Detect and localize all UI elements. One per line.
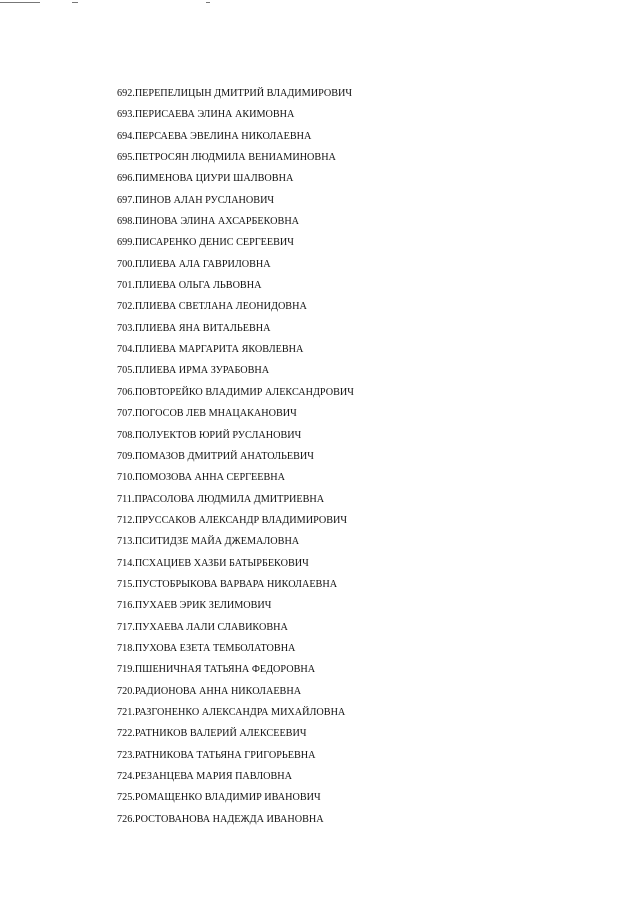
list-item: 726.РОСТОВАНОВА НАДЕЖДА ИВАНОВНА bbox=[117, 813, 324, 825]
list-item: 704.ПЛИЕВА МАРГАРИТА ЯКОВЛЕВНА bbox=[117, 344, 304, 356]
list-item: 696.ПИМЕНОВА ЦИУРИ ШАЛВОВНА bbox=[117, 173, 294, 185]
list-item: 723.РАТНИКОВА ТАТЬЯНА ГРИГОРЬЕВНА bbox=[117, 749, 316, 761]
list-item: 702.ПЛИЕВА СВЕТЛАНА ЛЕОНИДОВНА bbox=[117, 301, 307, 313]
list-item: 725.РОМАЩЕНКО ВЛАДИМИР ИВАНОВИЧ bbox=[117, 792, 321, 804]
list-item: 706.ПОВТОРЕЙКО ВЛАДИМИР АЛЕКСАНДРОВИЧ bbox=[117, 386, 354, 398]
list-item: 697.ПИНОВ АЛАН РУСЛАНОВИЧ bbox=[117, 194, 275, 206]
list-item: 722.РАТНИКОВ ВАЛЕРИЙ АЛЕКСЕЕВИЧ bbox=[117, 728, 307, 740]
list-item: 712.ПРУССАКОВ АЛЕКСАНДР ВЛАДИМИРОВИЧ bbox=[117, 514, 347, 526]
list-item: 714.ПСХАЦИЕВ ХАЗБИ БАТЫРБЕКОВИЧ bbox=[117, 557, 309, 569]
list-item: 700.ПЛИЕВА АЛА ГАВРИЛОВНА bbox=[117, 258, 271, 270]
list-item: 721.РАЗГОНЕНКО АЛЕКСАНДРА МИХАЙЛОВНА bbox=[117, 706, 346, 718]
list-item: 709.ПОМАЗОВ ДМИТРИЙ АНАТОЛЬЕВИЧ bbox=[117, 450, 314, 462]
list-item: 694.ПЕРСАЕВА ЭВЕЛИНА НИКОЛАЕВНА bbox=[117, 130, 312, 142]
list-item: 705.ПЛИЕВА ИРМА ЗУРАБОВНА bbox=[117, 365, 270, 377]
list-item: 724.РЕЗАНЦЕВА МАРИЯ ПАВЛОВНА bbox=[117, 771, 292, 782]
scan-top-artifact bbox=[0, 0, 220, 6]
list-item: 695.ПЕТРОСЯН ЛЮДМИЛА ВЕНИАМИНОВНА bbox=[117, 152, 336, 164]
list-item: 720.РАДИОНОВА АННА НИКОЛАЕВНА bbox=[117, 685, 302, 697]
list-item: 711.ПРАСОЛОВА ЛЮДМИЛА ДМИТРИЕВНА bbox=[117, 493, 325, 505]
list-item: 710.ПОМОЗОВА АННА СЕРГЕЕВНА bbox=[117, 472, 285, 484]
list-item: 703.ПЛИЕВА ЯНА ВИТАЛЬЕВНА bbox=[117, 322, 271, 334]
list-item: 719.ПШЕНИЧНАЯ ТАТЬЯНА ФЕДОРОВНА bbox=[117, 664, 316, 676]
list-item: 707.ПОГОСОВ ЛЕВ МНАЦАКАНОВИЧ bbox=[117, 408, 297, 420]
list-item: 708.ПОЛУЕКТОВ ЮРИЙ РУСЛАНОВИЧ bbox=[117, 429, 302, 441]
list-item: 698.ПИНОВА ЭЛИНА АХСАРБЕКОВНА bbox=[117, 216, 300, 228]
list-item: 713.ПСИТИДЗЕ МАЙА ДЖЕМАЛОВНА bbox=[117, 536, 300, 548]
list-item: 701.ПЛИЕВА ОЛЬГА ЛЬВОВНА bbox=[117, 280, 262, 292]
list-item: 716.ПУХАЕВ ЭРИК ЗЕЛИМОВИЧ bbox=[117, 600, 272, 612]
list-item: 692.ПЕРЕПЕЛИЦЫН ДМИТРИЙ ВЛАДИМИРОВИЧ bbox=[117, 88, 352, 99]
list-item: 717.ПУХАЕВА ЛАЛИ СЛАВИКОВНА bbox=[117, 621, 288, 633]
name-list bbox=[117, 86, 354, 833]
list-item: 718.ПУХОВА ЕЗЕТА ТЕМБОЛАТОВНА bbox=[117, 642, 296, 654]
list-item: 699.ПИСАРЕНКО ДЕНИС СЕРГЕЕВИЧ bbox=[117, 237, 294, 249]
list-item: 715.ПУСТОБРЫКОВА ВАРВАРА НИКОЛАЕВНА bbox=[117, 578, 338, 590]
list-item: 693.ПЕРИСАЕВА ЭЛИНА АКИМОВНА bbox=[117, 109, 295, 121]
